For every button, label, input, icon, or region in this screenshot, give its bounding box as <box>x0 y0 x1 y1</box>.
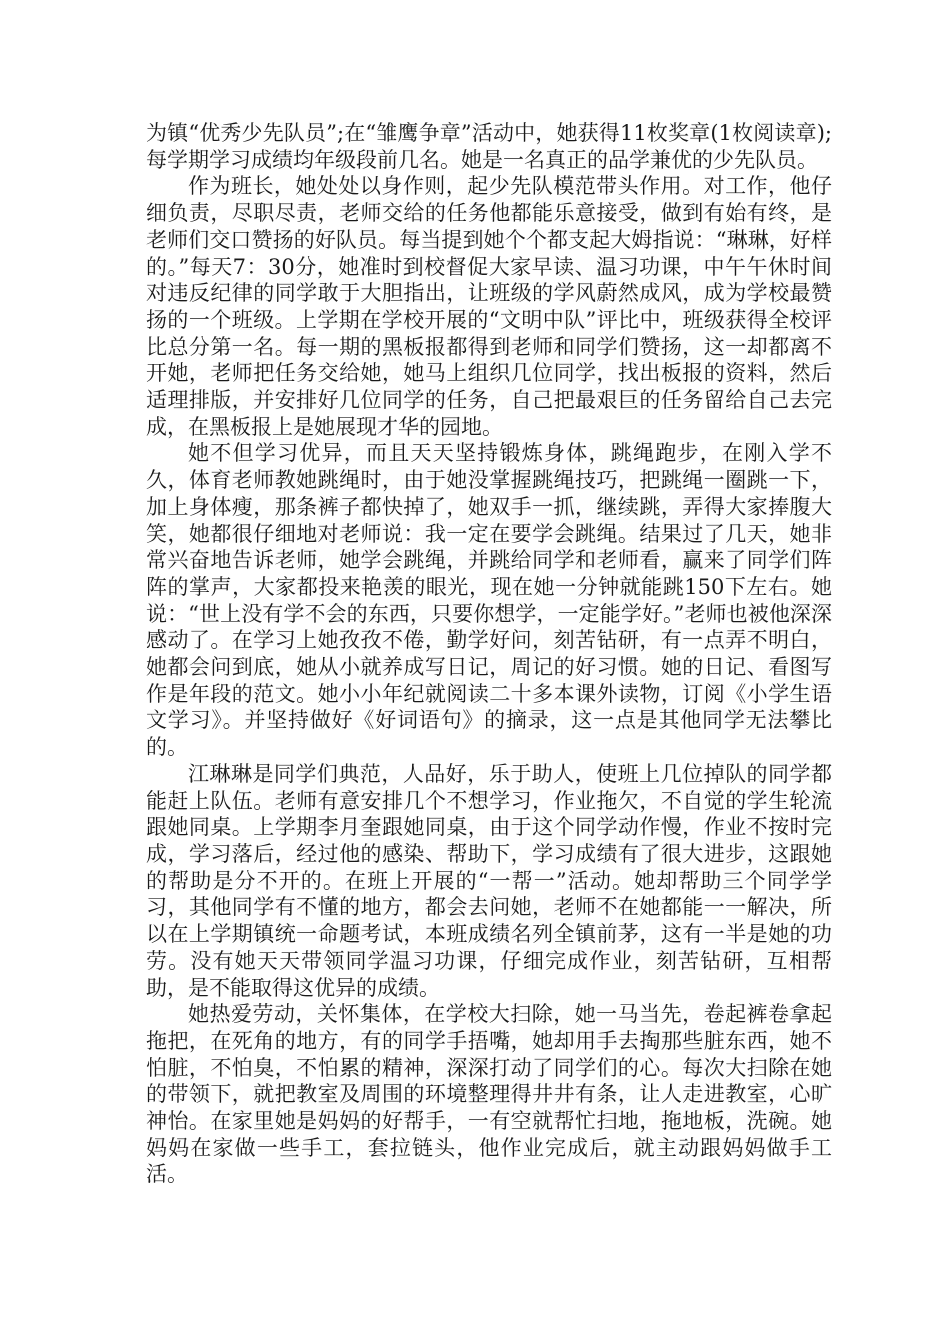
document-body <box>146 120 832 1188</box>
paragraph-2: 作为班长，她处处以身作则，起少先队模范带头作用。对工作，他仔细负责，尽职尽责，老师交给的任务他都能乐意接受，做到有始有终，是老师们交口赞扬的好队员。每当提到她个个都支起大姆指说：“琳琳，好样的。”每天7：30分，她准时到校督促大家早读、温习功课，中午午休时间对违反纪律的同学敢于大胆指出，让班级的学风蔚然成风，成为学校最赞扬的一个班级。上学期在学校开展的“文明中队”评比中，班级获得全校评比总分第一名。每一期的黑板报都得到老师和同学们赞扬，这一却都离不开她，老师把任务交给她，她马上组织几位同学，找出板报的资料，然后适理排版，并安排好几位同学的任务，自己把最艰巨的任务留给自己去完成，在黑板报上是她展现才华的园地。 <box>146 174 832 439</box>
paragraph-3: 她不但学习优异，而且天天坚持锻炼身体，跳绳跑步，在刚入学不久，体育老师教她跳绳时，由于她没掌握跳绳技巧，把跳绳一圈跳一下，加上身体瘦，那条裤子都快掉了，她双手一抓，继续跳，弄得大家捧腹大笑，她都很仔细地对老师说：我一定在要学会跳绳。结果过了几天，她非常兴奋地告诉老师，她学会跳绳，并跳给同学和老师看，赢来了同学们阵阵的掌声，大家都投来艳羡的眼光，现在她一分钟就能跳150下左右。她说：“世上没有学不会的东西，只要你想学，一定能学好。”老师也被他深深感动了。在学习上她孜孜不倦，勤学好问，刻苦钻研，有一点弄不明白，她都会问到底，她从小就养成写日记，周记的好习惯。她的日记、看图写作是年段的范文。她小小年纪就阅读二十多本课外读物，订阅《小学生语文学习》。并坚持做好《好词语句》的摘录，这一点是其他同学无法攀比的。 <box>146 441 832 760</box>
paragraph-1: 为镇“优秀少先队员”;在“雏鹰争章”活动中，她获得11枚奖章(1枚阅读章);每学期学习成绩均年级段前几名。她是一名真正的品学兼优的少先队员。 <box>146 121 832 172</box>
paragraph-4: 江琳琳是同学们典范，人品好，乐于助人，使班上几位掉队的同学都能赶上队伍。老师有意安排几个不想学习，作业拖欠，不自觉的学生轮流跟她同桌。上学期李月奎跟她同桌，由于这个同学动作慢，作业不按时完成，学习落后，经过他的感染、帮助下，学习成绩有了很大进步，这跟她的帮助是分不开的。在班上开展的“一帮一”活动。她却帮助三个同学学习，其他同学有不懂的地方，都会去问她，老师不在她都能一一解决，所以在上学期镇统一命题考试，本班成绩名列全镇前茅，这有一半是她的功劳。没有她天天带领同学温习功课，仔细完成作业，刻苦钻研，互相帮助，是不能取得这优异的成绩。 <box>146 761 832 1000</box>
paragraph-5: 她热爱劳动，关怀集体，在学校大扫除，她一马当先，卷起裤卷拿起拖把，在死角的地方，有的同学手捂嘴，她却用手去掏那些脏东西，她不怕脏，不怕臭，不怕累的精神，深深打动了同学们的心。每次大扫除在她的带领下，就把教室及周围的环境整理得井井有条，让人走进教室，心旷神怡。在家里她是妈妈的好帮手，一有空就帮忙扫地，拖地板，洗碗。她妈妈在家做一些手工，套拉链头，他作业完成后，就主动跟妈妈做手工活。 <box>146 1002 832 1187</box>
